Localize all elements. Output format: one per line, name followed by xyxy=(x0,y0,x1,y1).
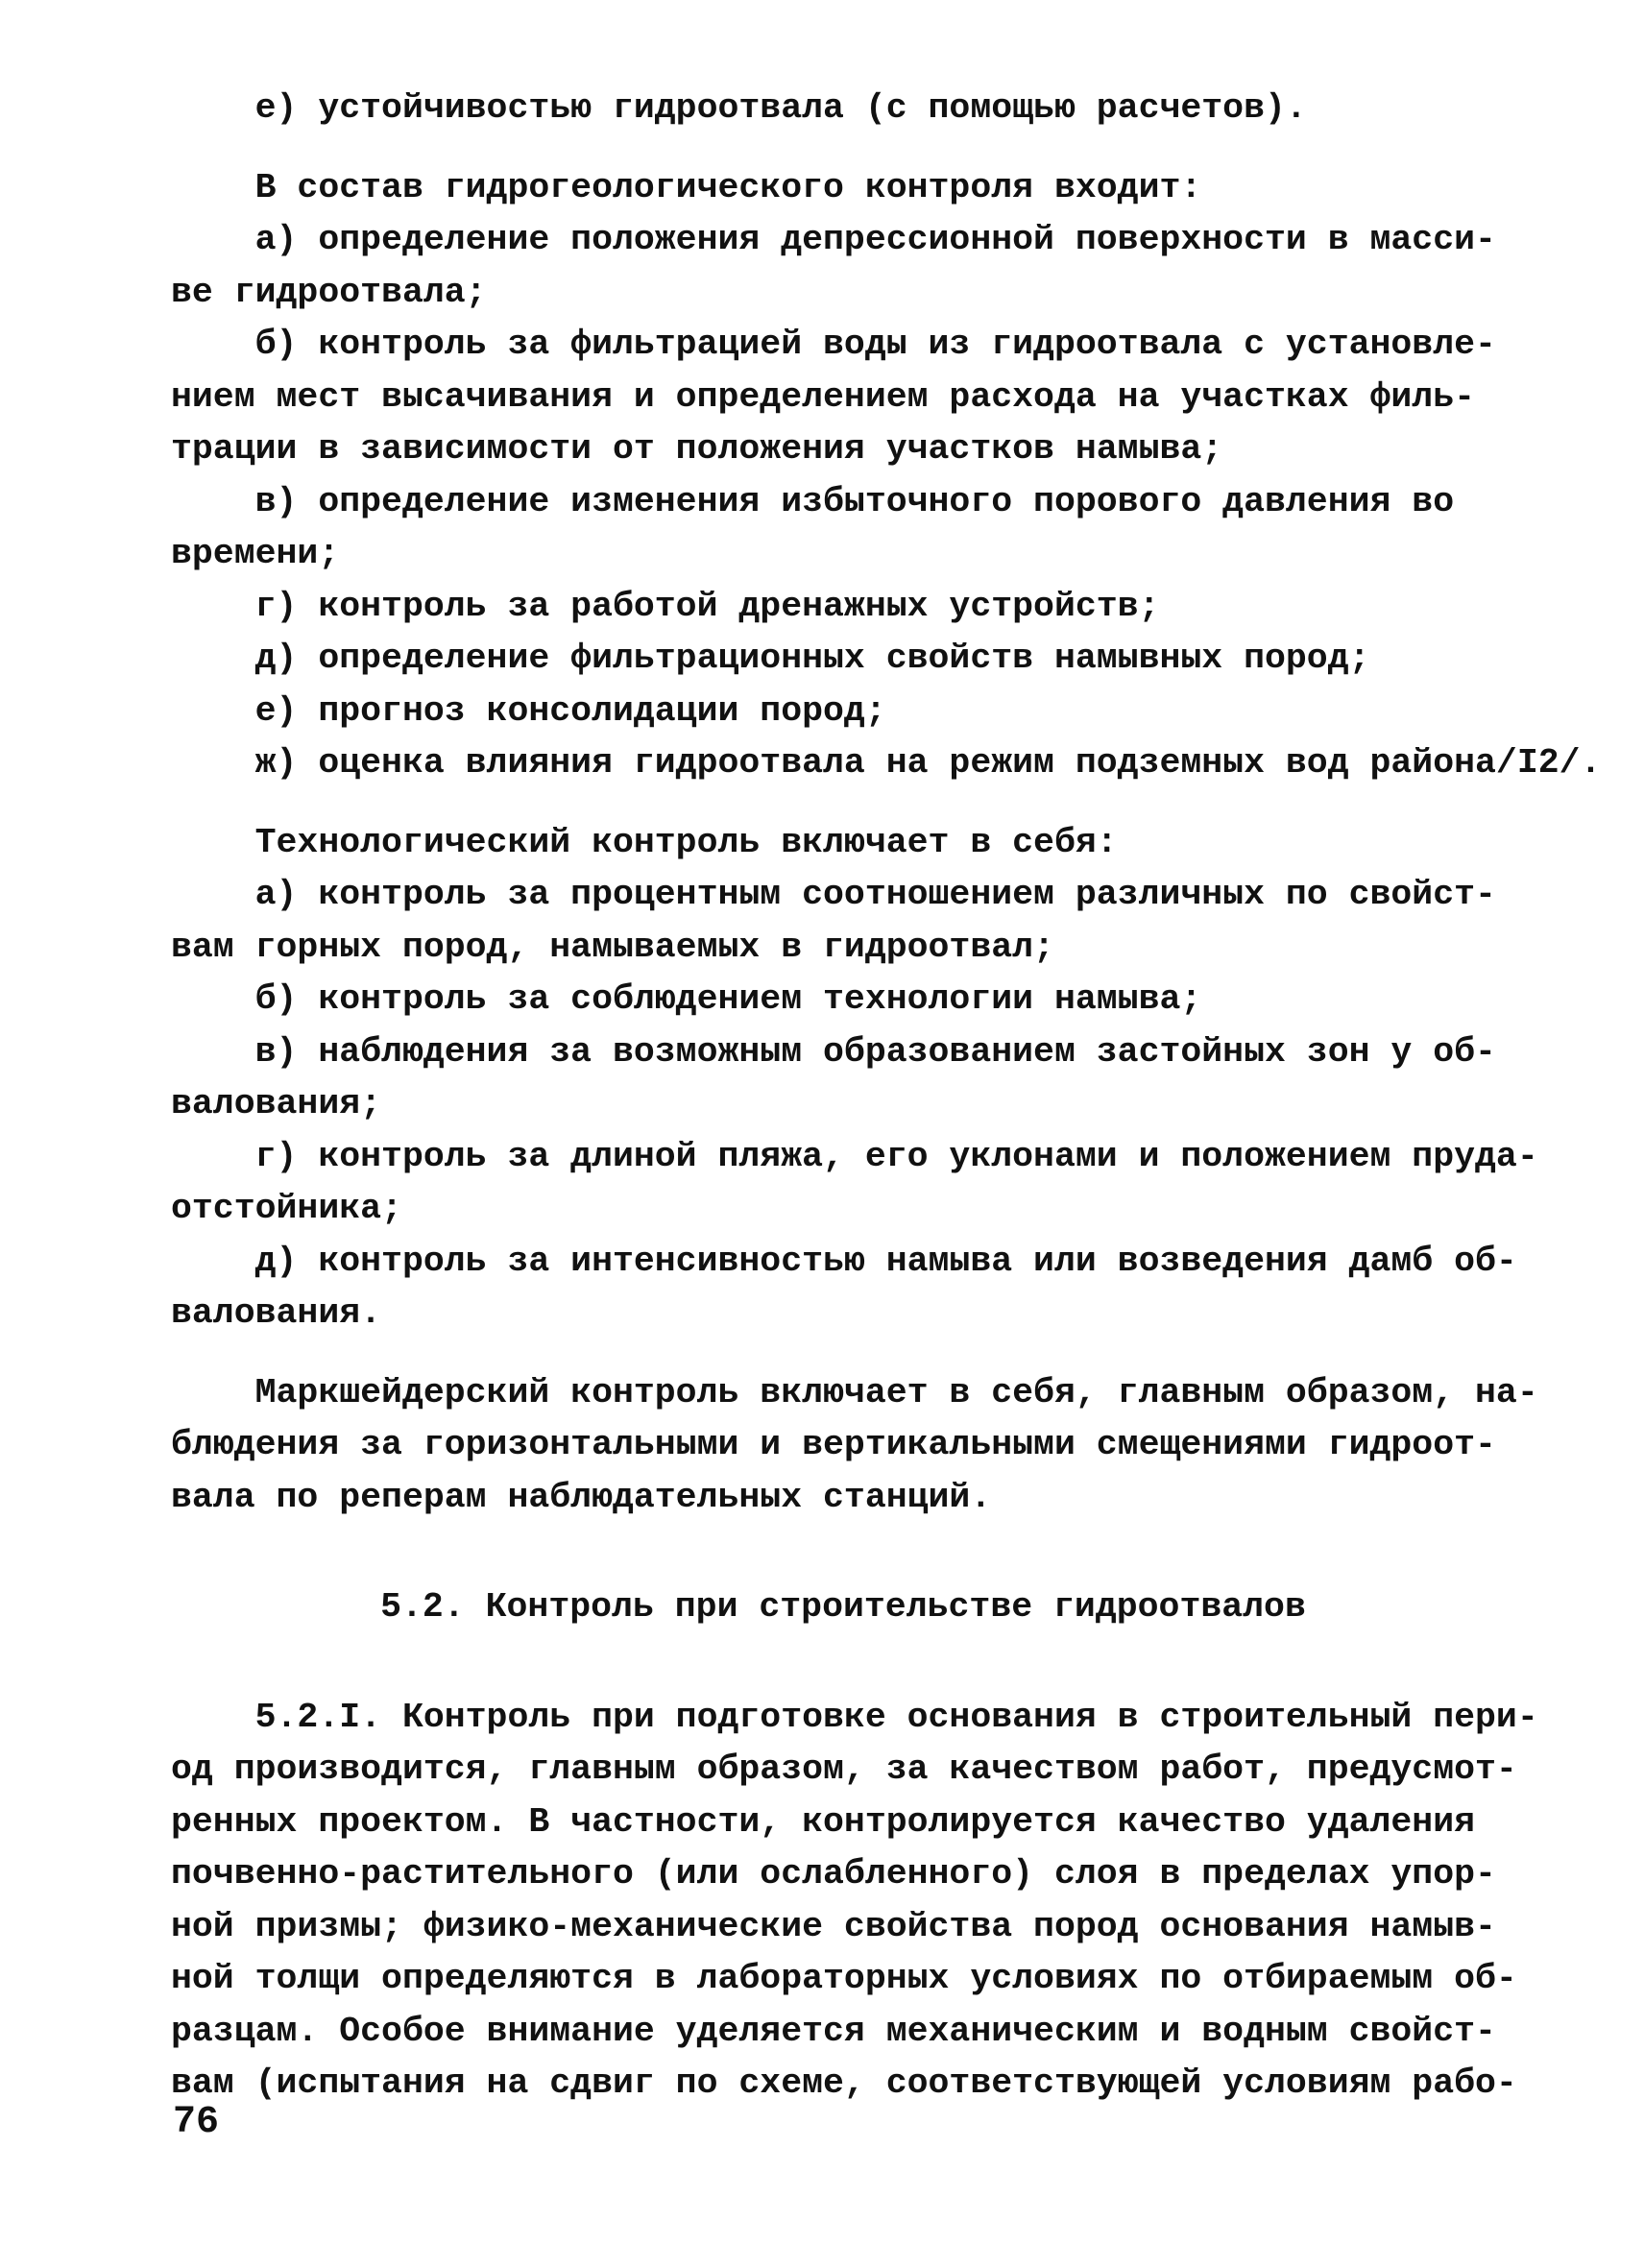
paragraph-line: валования. xyxy=(171,1293,382,1333)
paragraph-line: г) контроль за работой дренажных устройств; xyxy=(171,586,1160,626)
paragraph-line: нием мест высачивания и определением расхода на участках филь- xyxy=(171,376,1476,417)
paragraph-line: е) прогноз консолидации пород; xyxy=(171,690,886,731)
paragraph-line: времени; xyxy=(171,534,340,573)
paragraph-line: вам горных пород, намываемых в гидроотвал; xyxy=(171,927,1054,967)
paragraph-line: ной толщи определяются в лабораторных условиях по отбираемым об- xyxy=(171,1959,1517,1998)
paragraph-line: б) контроль за фильтрацией воды из гидроотвала с установле- xyxy=(171,325,1496,364)
hydrogeological-control-section xyxy=(171,162,1602,790)
paragraph-line: ренных проектом. В частности, контролируется качество удаления xyxy=(171,1801,1476,1842)
paragraph-line: а) контроль за процентным соотношением различных по свойст- xyxy=(171,875,1496,914)
paragraph-line: почвенно-растительного (или ослабленного) слоя в пределах упор- xyxy=(171,1854,1496,1894)
paragraph-line: вала по реперам наблюдательных станций. xyxy=(171,1477,992,1517)
paragraph-line: отстойника; xyxy=(171,1189,402,1228)
paragraph-line: е) устойчивостью гидроотвала (с помощью расчетов). xyxy=(171,88,1307,128)
paragraph-line: г) контроль за длиной пляжа, его уклонами и положением пруда- xyxy=(171,1136,1538,1176)
paragraph-line: блюдения за горизонтальными и вертикальными смещениями гидроот- xyxy=(171,1425,1496,1464)
paragraph-line: вам (испытания на сдвиг по схеме, соответствующей условиям рабо- xyxy=(171,2063,1517,2103)
paragraph-line: валования; xyxy=(171,1084,382,1123)
paragraph-line: д) контроль за интенсивностью намыва или возведения дамб об- xyxy=(171,1241,1517,1281)
paragraph-line: ве гидроотвала; xyxy=(171,272,487,312)
paragraph-line: трации в зависимости от положения участков намыва; xyxy=(171,429,1223,469)
paragraph-line: ной призмы; физико-механические свойства пород основания намыв- xyxy=(171,1906,1496,1946)
paragraph-line: в) наблюдения за возможным образованием застойных зон у об- xyxy=(171,1031,1496,1072)
section-heading: 5.2. Контроль при строительстве гидроотвалов xyxy=(380,1587,1306,1627)
section-5-2-1 xyxy=(171,1692,1538,2111)
paragraph-line: Маркшейдерский контроль включает в себя, главным образом, на- xyxy=(171,1372,1538,1412)
paragraph-line: В состав гидрогеологического контроля входит: xyxy=(171,167,1202,207)
paragraph-line: в) определение изменения избыточного порового давления во xyxy=(171,481,1455,521)
paragraph-line: од производится, главным образом, за качеством работ, предусмот- xyxy=(171,1749,1517,1789)
technological-control-section xyxy=(171,817,1538,1340)
paragraph-line: б) контроль за соблюдением технологии намыва; xyxy=(171,979,1202,1019)
paragraph-line: 5.2.I. Контроль при подготовке основания в строительный пери- xyxy=(171,1697,1538,1737)
paragraph-line: а) определение положения депрессионной поверхности в масси- xyxy=(171,220,1496,259)
paragraph-line: ж) оценка влияния гидроотвала на режим подземных вод района/I2/. xyxy=(171,743,1602,783)
survey-control-section xyxy=(171,1367,1538,1525)
page-text xyxy=(171,83,1602,2111)
page-number: 76 xyxy=(173,2101,220,2144)
paragraph-line: разцам. Особое внимание уделяется механическим и водным свойст- xyxy=(171,2011,1496,2051)
paragraph-line: Технологический контроль включает в себя: xyxy=(171,822,1118,862)
paragraph-line: д) определение фильтрационных свойств намывных пород; xyxy=(171,639,1370,678)
